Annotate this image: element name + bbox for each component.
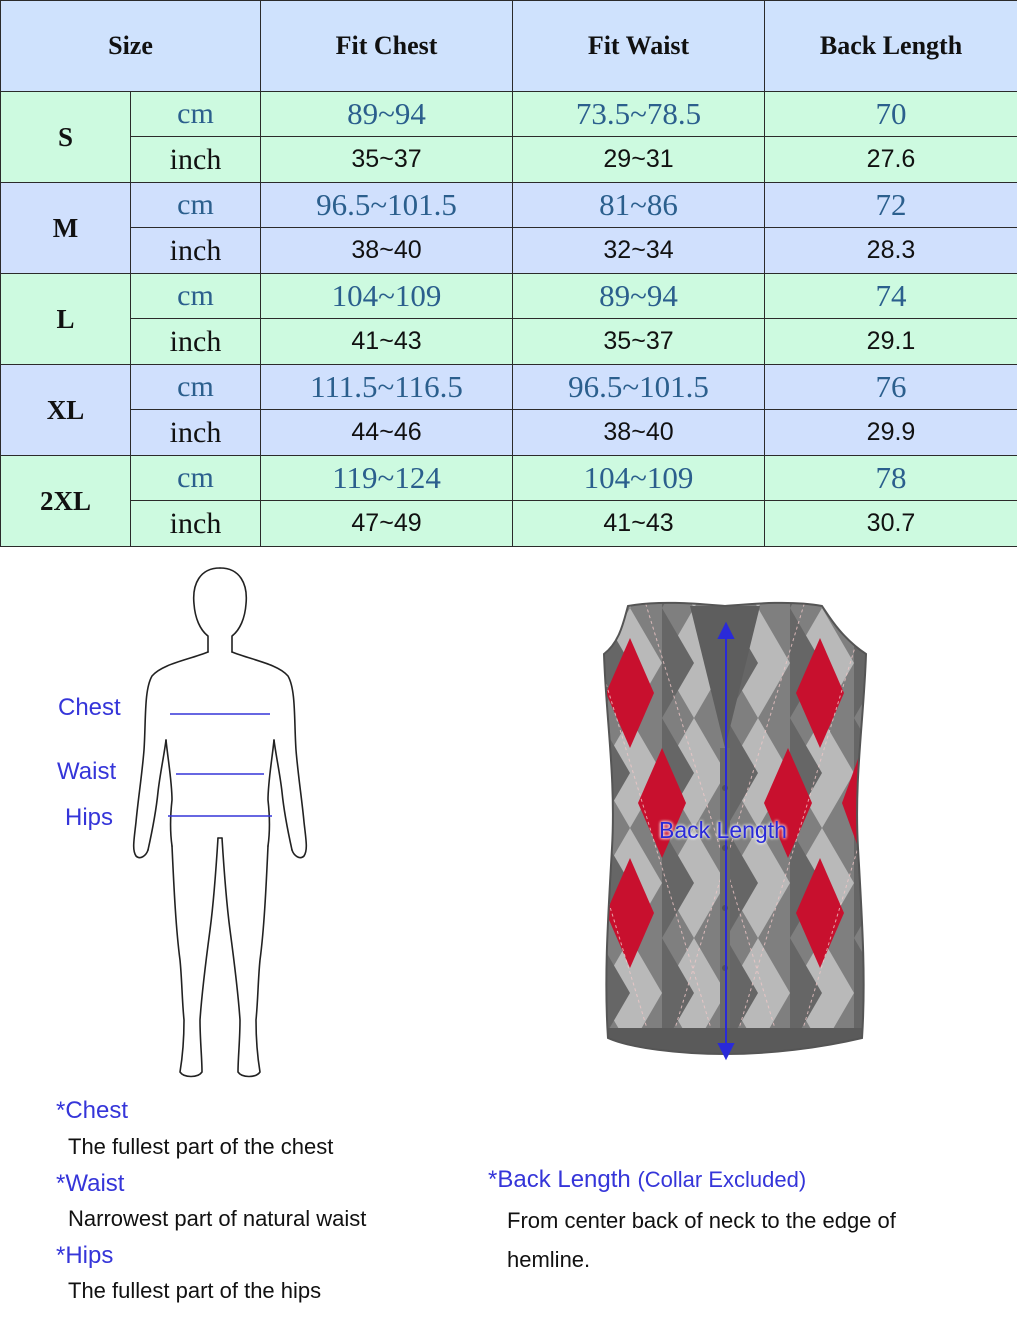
back-length-note-title (488, 1166, 806, 1194)
waist-cm-value: 73.5~78.5 (513, 92, 765, 137)
table-row (1, 92, 1017, 137)
back-length-cm-value: 78 (765, 456, 1017, 501)
unit-label: inch (131, 228, 261, 274)
chest-inch-value: 41~43 (261, 319, 513, 365)
chest-cm-value: 111.5~116.5 (261, 365, 513, 410)
back-length-note-title-text: *Back Length (488, 1166, 631, 1193)
waist-cm-value: 104~109 (513, 456, 765, 501)
table-row (1, 137, 1017, 183)
collar-excluded-note: (Collar Excluded) (637, 1167, 807, 1192)
chest-inch-value: 35~37 (261, 137, 513, 183)
waist-cm-value: 89~94 (513, 274, 765, 319)
back-length-cm-value: 72 (765, 183, 1017, 228)
header-back-length: Back Length (765, 1, 1017, 92)
unit-label: inch (131, 137, 261, 183)
waist-cm-value: 81~86 (513, 183, 765, 228)
waist-inch-value: 29~31 (513, 137, 765, 183)
table-row (1, 365, 1017, 410)
waist-inch-value: 32~34 (513, 228, 765, 274)
table-row (1, 456, 1017, 501)
table-row (1, 183, 1017, 228)
size-label: 2XL (1, 456, 131, 547)
header-fit-chest: Fit Chest (261, 1, 513, 92)
chest-inch-value: 38~40 (261, 228, 513, 274)
unit-label: cm (131, 92, 261, 137)
back-length-cm-value: 70 (765, 92, 1017, 137)
back-length-note-text-line2: hemline. (507, 1247, 591, 1272)
hips-note-text: The fullest part of the hips (68, 1278, 322, 1303)
table-row (1, 319, 1017, 365)
waist-inch-value: 41~43 (513, 501, 765, 547)
back-length-cm-value: 76 (765, 365, 1017, 410)
unit-label: cm (131, 274, 261, 319)
waist-note-text: Narrowest part of natural waist (68, 1206, 367, 1231)
chest-note-title: *Chest (56, 1097, 129, 1124)
unit-label: cm (131, 183, 261, 228)
back-length-cm-value: 74 (765, 274, 1017, 319)
header-size: Size (1, 1, 261, 92)
back-length-note-text-line1: From center back of neck to the edge of (507, 1208, 896, 1233)
size-label: S (1, 92, 131, 183)
back-length-inch-value: 29.9 (765, 410, 1017, 456)
chest-cm-value: 89~94 (261, 92, 513, 137)
table-row (1, 274, 1017, 319)
hips-note-title: *Hips (56, 1242, 114, 1269)
back-length-inch-value: 29.1 (765, 319, 1017, 365)
size-label: M (1, 183, 131, 274)
chest-cm-value: 119~124 (261, 456, 513, 501)
chest-note-text: The fullest part of the chest (68, 1134, 334, 1159)
human-body-outline-icon (128, 560, 328, 1090)
unit-label: cm (131, 365, 261, 410)
chest-measure-label: Chest (58, 694, 121, 721)
chest-cm-value: 96.5~101.5 (261, 183, 513, 228)
header-fit-waist: Fit Waist (513, 1, 765, 92)
unit-label: inch (131, 501, 261, 547)
waist-inch-value: 35~37 (513, 319, 765, 365)
size-chart-table (0, 0, 1017, 547)
waist-cm-value: 96.5~101.5 (513, 365, 765, 410)
table-header-row (1, 1, 1017, 92)
unit-label: cm (131, 456, 261, 501)
waist-inch-value: 38~40 (513, 410, 765, 456)
waist-measure-label: Waist (57, 758, 117, 785)
size-label: XL (1, 365, 131, 456)
back-length-inch-value: 27.6 (765, 137, 1017, 183)
chest-inch-value: 44~46 (261, 410, 513, 456)
table-row (1, 228, 1017, 274)
hips-measure-label: Hips (65, 804, 114, 831)
chest-inch-value: 47~49 (261, 501, 513, 547)
table-row (1, 501, 1017, 547)
waist-note-title: *Waist (56, 1170, 125, 1197)
chest-cm-value: 104~109 (261, 274, 513, 319)
unit-label: inch (131, 319, 261, 365)
back-length-inch-value: 28.3 (765, 228, 1017, 274)
table-row (1, 410, 1017, 456)
back-length-measure-label: Back Length (659, 817, 787, 843)
unit-label: inch (131, 410, 261, 456)
back-length-inch-value: 30.7 (765, 501, 1017, 547)
size-label: L (1, 274, 131, 365)
